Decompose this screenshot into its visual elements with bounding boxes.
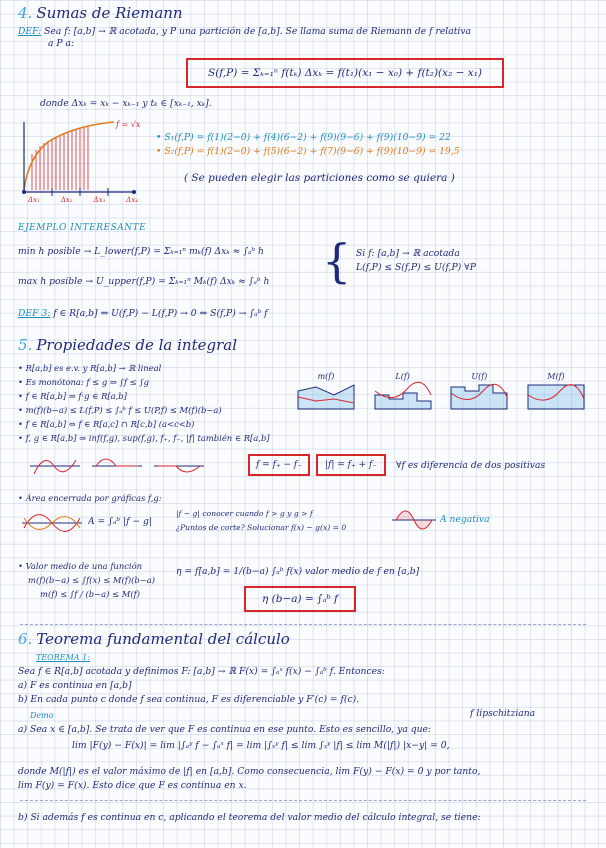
example-title: EJEMPLO INTERESANTE [18, 223, 147, 233]
section-title: Teorema fundamental del cálculo [36, 630, 290, 648]
mini-graph [449, 372, 509, 417]
sum-inequality: L(f,P) ≤ S(f,P) ≤ U(f,P) ∀P [356, 262, 476, 273]
property-item: • R[a,b] es e.v. y R[a,b] → ℝ lineal [18, 363, 162, 373]
mini-graph [296, 372, 356, 417]
partition-note: ( Se pueden elegir las particiones como se quiera ) [184, 172, 455, 184]
def-label: DEF: [18, 26, 42, 37]
proof-b-line: b) Si además f es continua en c, aplicando el teorema del valor medio del cálculo integral, se tiene: [18, 812, 481, 823]
def3-text: f ∈ R[a,b] ⇔ U(f,P) − L(f,P) → 0 ⇔ S(f,P) → ∫ₐᵇ f [53, 308, 268, 319]
area-sketch [22, 508, 82, 538]
mini-graph-label: m(f) [317, 372, 335, 381]
mean-value-box: η (b−a) = ∫ₐᵇ f [244, 586, 356, 612]
graph-function-label: f = √x [116, 120, 141, 129]
section-number: 5. [18, 336, 33, 354]
proof-a-line-2: lim |F(y) − F(x)| = lim |∫ₐʸ f − ∫ₐˣ f| = lim |∫ₓʸ f| ≤ lim ∫ₓʸ |f| ≤ lim M(|f|) |x−y| = 0, [72, 740, 450, 751]
section-title: Propiedades de la integral [36, 336, 238, 354]
curly-brace: { [322, 234, 352, 288]
lipschitz-note: f lipschitziana [470, 708, 536, 719]
property-item: • m(f)(b−a) ≤ L(f,P) ≤ ∫ₐᵇ f ≤ U(P,f) ≤ M(f)(b−a) [18, 405, 222, 415]
mini-graph-label: U(f) [471, 372, 488, 381]
def3-label: DEF 3: [18, 308, 51, 319]
section-5-heading [18, 336, 592, 354]
theorem-part-a: a) F es continua en [a,b] [18, 680, 132, 691]
mean-formula: η = f̄[a,b] = 1/(b−a) ∫ₐᵇ f(x) valor medio de f en [a,b] [176, 566, 420, 577]
mean-title: • Valor medio de una función [18, 561, 143, 571]
mini-graph-label: L(f) [395, 372, 410, 381]
graph-tick-labels [28, 196, 138, 204]
proof-a-line-1: a) Sea x ∈ [a,b]. Se trata de ver que F es continua en ese punto. Esto es sencillo, ya que: [18, 724, 432, 735]
def-text: Sea f: [a,b] → ℝ acotada, y P una partición de [a,b]. Se llama suma de Riemann de f relativa [44, 26, 471, 37]
theorem-statement: Sea f ∈ R[a,b] acotada y definimos F: [a,b] → ℝ F(x) = ∫ₐˣ f(x) − ∫ₐᵇ f. Entonces: [18, 666, 385, 677]
upper-sum-line: max h posible → U_upper(f,P) = Σₖ₌₁ⁿ Mₖ(f) Δxₖ ≈ ∫ₐᵇ h [18, 276, 270, 287]
bounded-condition: Si f: [a,b] → ℝ acotada [356, 248, 460, 259]
property-item: • f ∈ R[a,b] ⇒ f·g ∈ R[a,b] [18, 391, 127, 401]
absolute-value-box: |f| = f₊ + f₋ [316, 454, 386, 476]
def3-line [18, 308, 592, 320]
where-line: donde Δxₖ = xₖ − xₖ₋₁ y tₖ ∈ [xₖ₋₁, xₖ]. [40, 98, 212, 109]
section-4-heading [18, 4, 592, 22]
decomposition-sketches [30, 452, 210, 480]
theorem-label: TEOREMA 1: [36, 653, 90, 662]
difference-note: ∀f es diferencia de dos positivas [396, 460, 546, 471]
positive-negative-box: f = f₊ − f₋ [248, 454, 310, 476]
sqrt-curve [24, 122, 114, 190]
mean-bound-1: m(f)(b−a) ≤ ∫f(x) ≤ M(f)(b−a) [28, 575, 156, 585]
mini-graph [373, 372, 433, 417]
area-title: • Área encerrada por gráficas f,g: [18, 493, 162, 503]
area-hint: ¿Puntos de corte? Solucionar f(x) − g(x) = 0 [176, 523, 347, 532]
graph-tick: Δx₂ [60, 196, 73, 204]
negative-area-note: A negativa [440, 514, 490, 525]
graph-tick: Δx₄ [126, 196, 138, 204]
section-number: 6. [18, 630, 33, 648]
property-item: • f ∈ R[a,b] ⇔ f ∈ R[a,c] ∩ R[c,b] (a<c<b) [18, 419, 195, 429]
graph-tick: Δx₃ [93, 196, 106, 204]
lower-sum-line: min h posible → L_lower(f,P) = Σₖ₌₁ⁿ mₖ(f) Δxₖ ≈ ∫ₐᵇ h [18, 246, 264, 257]
graph-tick: Δx₁ [28, 196, 40, 204]
riemann-sum-formula-box: S(f,P) = Σₖ₌₁ⁿ f(tₖ) Δxₖ = f(t₁)(x₁ − x₀) + f(t₂)(x₂ − x₁) [186, 58, 504, 88]
section-6-heading [18, 630, 592, 648]
property-item: • Es monótona: f ≤ g ⇒ ∫f ≤ ∫g [18, 377, 150, 387]
proof-a-line-4: lim F(y) = F(x). Esto dice que F es continua en x. [18, 780, 247, 791]
theorem-part-b: b) En cada punto c donde f sea continua, F es diferenciable y F′(c) = f(c). [18, 694, 360, 705]
mini-graph [526, 372, 586, 417]
divider [20, 800, 586, 802]
sum-1: • S₁(f,P) = f(1)(2−0) + f(4)(6−2) + f(9)(9−6) + f(9)(10−9) = 22 [156, 132, 451, 143]
property-item: • f, g ∈ R[a,b] ⇒ inf(f,g), sup(f,g), f₊, f₋, |f| también ∈ R[a,b] [18, 433, 270, 443]
negative-area-sketch [392, 506, 436, 536]
definition-line-2: a P a: [48, 38, 75, 49]
mean-bound-2: m(f) ≤ ∫f / (b−a) ≤ M(f) [40, 589, 140, 599]
sum-2: • S₂(f,P) = f(1)(2−0) + f(5)(6−2) + f(7)(9−6) + f(9)(10−9) = 19,5 [156, 146, 460, 157]
divider [20, 624, 586, 626]
proof-a-line-3: donde M(|f|) es el valor máximo de |f| en [a,b]. Como consecuencia, lim F(y) − F(x) = 0 y por tanto, [18, 766, 481, 777]
demo-label: Demo [30, 711, 54, 720]
area-hint: |f − g| conocer cuando f > g y g > f [176, 509, 313, 518]
definition-line [18, 26, 592, 38]
area-formula: A = ∫ₐᵇ |f − g| [88, 516, 153, 527]
mini-graph-label: M(f) [547, 372, 565, 381]
section-number: 4. [18, 4, 33, 22]
section-title: Sumas de Riemann [36, 4, 183, 22]
mini-graphs [296, 372, 586, 417]
